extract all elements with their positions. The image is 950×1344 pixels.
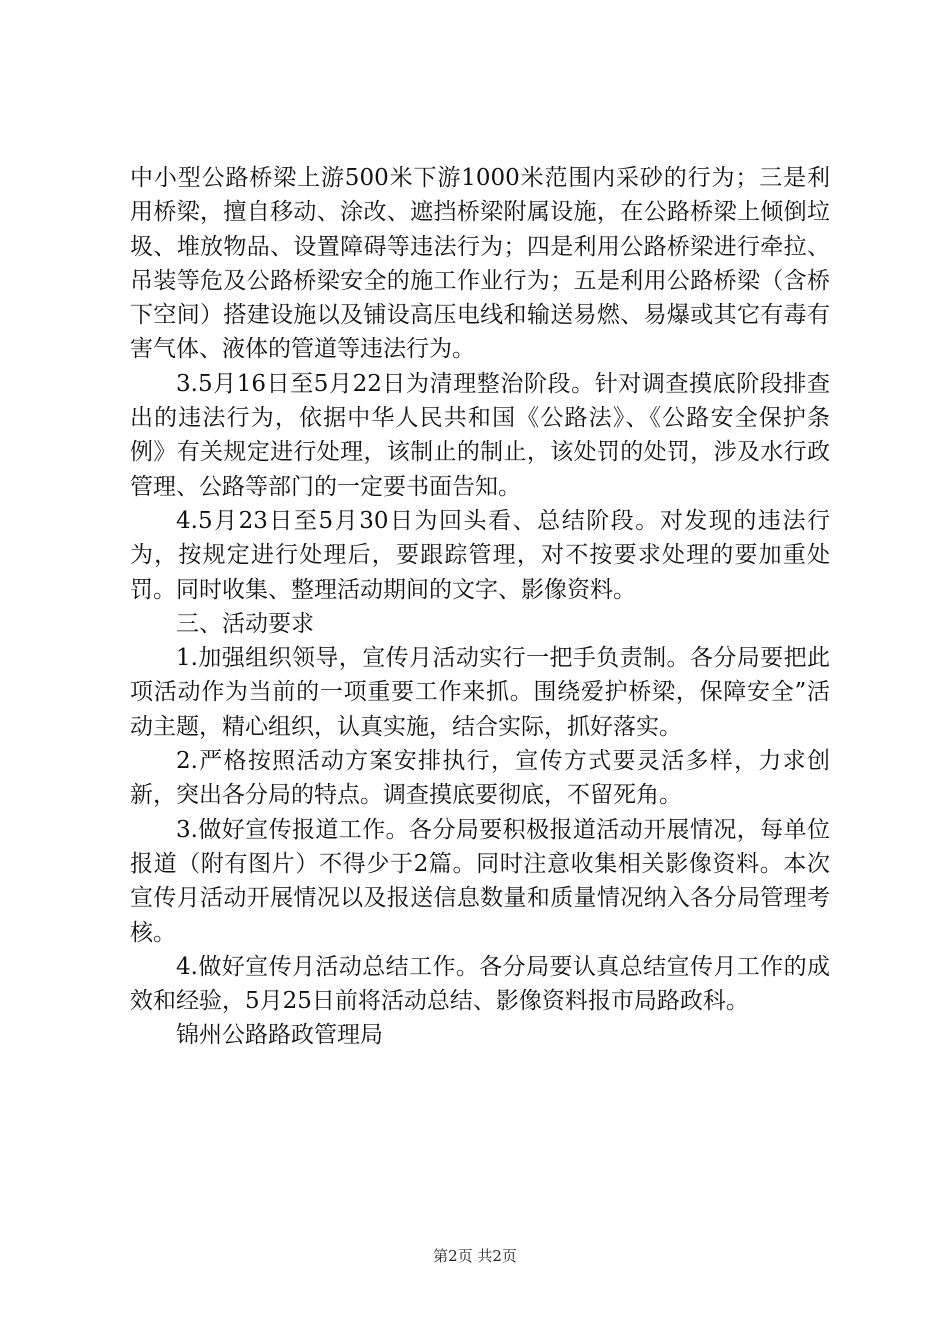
page-number-footer: 第2页 共2页	[433, 1247, 517, 1265]
issuer-signature: 锦州公路路政管理局	[176, 1022, 383, 1049]
paragraph-prohibited-acts: 中小型公路桥梁上游500米下游1000米范围内采砂的行为；三是利用桥梁，擅自移动、涂改、遮挡桥梁附属设施，在公路桥梁上倾倒垃圾、堆放物品、设置障碍等违法行为；四是利用公路桥梁进行牵拉、吊装等危及公路桥梁安全的施工作业行为；五是利用公路桥梁（含桥下空间）搭建设施以及铺设高压电线和输送易燃、易爆或其它有毒有害气体、液体的管道等违法行为。	[130, 165, 830, 363]
paragraph-requirement-3: 3.做好宣传报道工作。各分局要积极报道活动开展情况，每单位报道（附有图片）不得少于2篇。同时注意收集相关影像资料。本次宣传月活动开展情况以及报送信息数量和质量情况纳入各分局管理考核。	[130, 816, 830, 946]
paragraph-requirement-1: 1.加强组织领导，宣传月活动实行一把手负责制。各分局要把此项活动作为当前的一项重要工作来抓。围绕爱护桥梁，保障安全”活动主题，精心组织，认真实施，结合实际，抓好落实。	[130, 645, 830, 740]
paragraph-stage-rectification: 3.5月16日至5月22日为清理整治阶段。针对调查摸底阶段排查出的违法行为，依据中华人民共和国《公路法》、《公路安全保护条例》有关规定进行处理，该制止的制止，该处罚的处罚，涉及水行政管理、公路等部门的一定要书面告知。	[130, 370, 830, 500]
paragraph-stage-review: 4.5月23日至5月30日为回头看、总结阶段。对发现的违法行为，按规定进行处理后，要跟踪管理，对不按要求处理的要加重处罚。同时收集、整理活动期间的文字、影像资料。	[130, 507, 830, 603]
section-heading-requirements: 三、活动要求	[176, 610, 314, 637]
paragraph-requirement-2: 2.严格按照活动方案安排执行，宣传方式要灵活多样，力求创新，突出各分局的特点。调查摸底要彻底，不留死角。	[130, 748, 830, 809]
document-body	[130, 161, 830, 1053]
paragraph-requirement-4: 4.做好宣传月活动总结工作。各分局要认真总结宣传月工作的成效和经验，5月25日前将活动总结、影像资料报市局路政科。	[130, 953, 830, 1015]
